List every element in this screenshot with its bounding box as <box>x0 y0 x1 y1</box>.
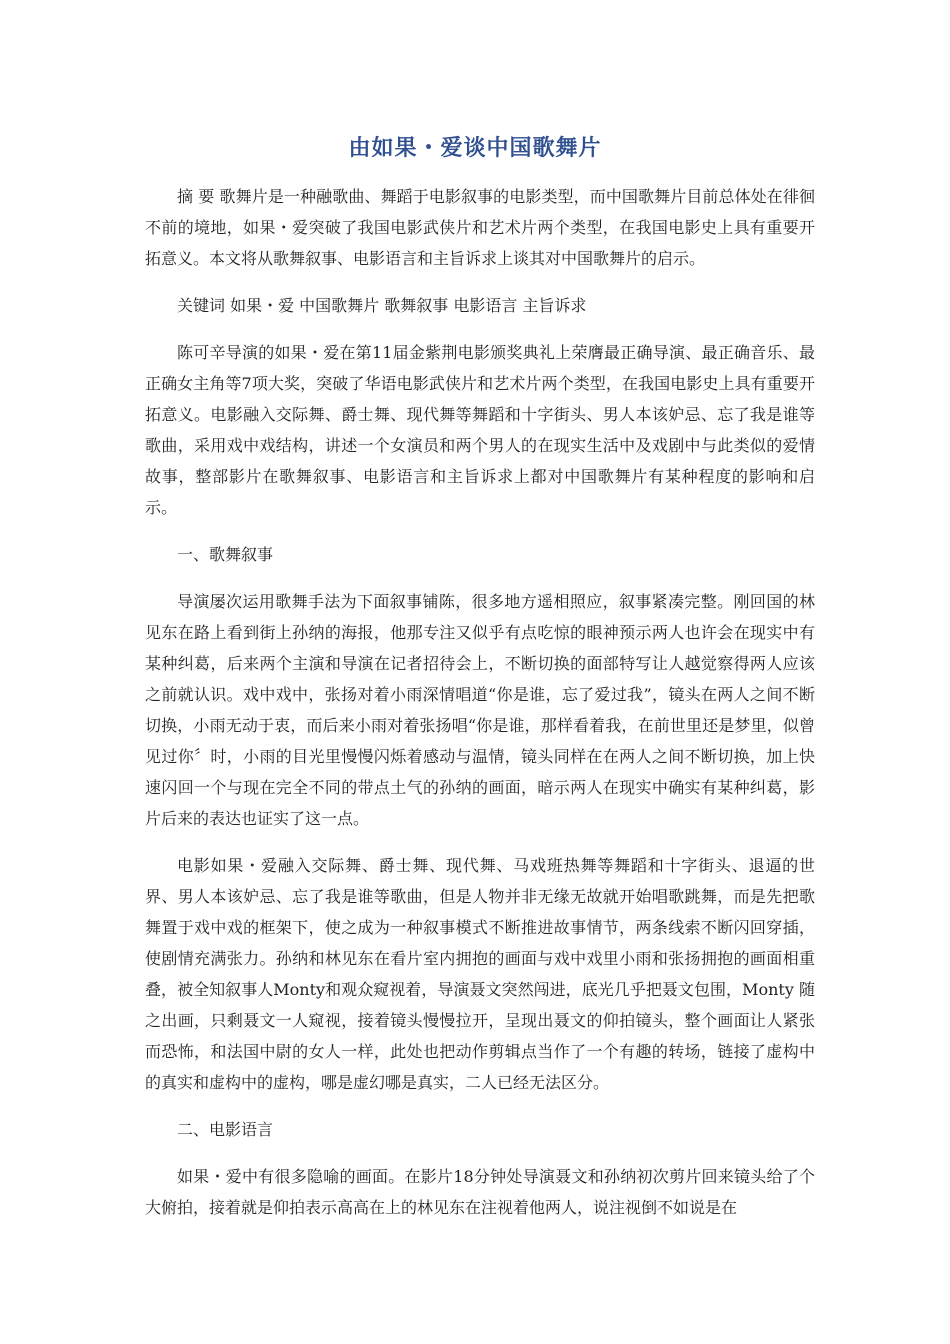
paper-body <box>145 181 815 1223</box>
section-heading-1: 一、歌舞叙事 <box>177 545 274 564</box>
section1-paragraph-1: 导演屡次运用歌舞手法为下面叙事铺陈，很多地方遥相照应，叙事紧凑完整。刚回国的林见东在路上看到街上孙纳的海报，他那专注又似乎有点吃惊的眼神预示两人也许会在现实中有某种纠葛，后来两个主演和导演在记者招待会上，不断切换的面部特写让人越觉察得两人应该之前就认识。戏中戏中，张扬对着小雨深情唱道“你是谁，忘了爱过我”，镜头在两人之间不断切换，小雨无动于衷，而后来小雨对着张扬唱“你是谁，那样看着我，在前世里还是梦里，似曾见过你〞时，小雨的目光里慢慢闪烁着感动与温情，镜头同样在在两人之间不断切换，加上快速闪回一个与现在完全不同的带点土气的孙纳的画面，暗示两人在现实中确实有某种纠葛，影片后来的表达也证实了这一点。 <box>145 592 815 828</box>
section2-paragraph-1: 如果・爱中有很多隐喻的画面。在影片18分钟处导演聂文和孙纳初次剪片回来镜头给了个大俯拍，接着就是仰拍表示高高在上的林见东在注视着他两人，说注视倒不如说是在 <box>145 1167 815 1217</box>
abstract-paragraph: 摘 要 歌舞片是一种融歌曲、舞蹈于电影叙事的电影类型，而中国歌舞片目前总体处在徘徊不前的境地，如果・爱突破了我国电影武侠片和艺术片两个类型，在我国电影史上具有重要开拓意义。本文将从歌舞叙事、电影语言和主旨诉求上谈其对中国歌舞片的启示。 <box>145 187 815 268</box>
section-heading-2: 二、电影语言 <box>177 1120 274 1139</box>
paper-title: 由如果・爱谈中国歌舞片 <box>348 136 602 161</box>
intro-paragraph: 陈可辛导演的如果・爱在第11届金紫荆电影颁奖典礼上荣膺最正确导演、最正确音乐、最正确女主角等7项大奖，突破了华语电影武侠片和艺术片两个类型，在我国电影史上具有重要开拓意义。电影融入交际舞、爵士舞、现代舞等舞蹈和十字街头、男人本该妒忌、忘了我是谁等歌曲，采用戏中戏结构，讲述一个女演员和两个男人的在现实生活中及戏剧中与此类似的爱情故事，整部影片在歌舞叙事、电影语言和主旨诉求上都对中国歌舞片有某种程度的影响和启示。 <box>145 343 815 517</box>
section1-paragraph-2: 电影如果・爱融入交际舞、爵士舞、现代舞、马戏班热舞等舞蹈和十字街头、退逼的世界、男人本该妒忌、忘了我是谁等歌曲，但是人物并非无缘无故就开始唱歌跳舞，而是先把歌舞置于戏中戏的框架下，使之成为一种叙事模式不断推进故事情节，两条线索不断闪回穿插，使剧情充满张力。孙纳和林见东在看片室内拥抱的画面与戏中戏里小雨和张扬拥抱的画面相重叠，被全知叙事人Monty和观众窥视着，导演聂文突然闯进，底光几乎把聂文包围，Monty 随之出画，只剩聂文一人窥视，接着镜头慢慢拉开，呈现出聂文的仰拍镜头，整个画面让人紧张而恐怖，和法国中尉的女人一样，此处也把动作剪辑点当作了一个有趣的转场，链接了虚构中的真实和虚构中的虚构，哪是虚幻哪是真实，二人已经无法区分。 <box>145 856 815 1092</box>
keywords-line: 关键词 如果・爱 中国歌舞片 歌舞叙事 电影语言 主旨诉求 <box>177 296 587 315</box>
